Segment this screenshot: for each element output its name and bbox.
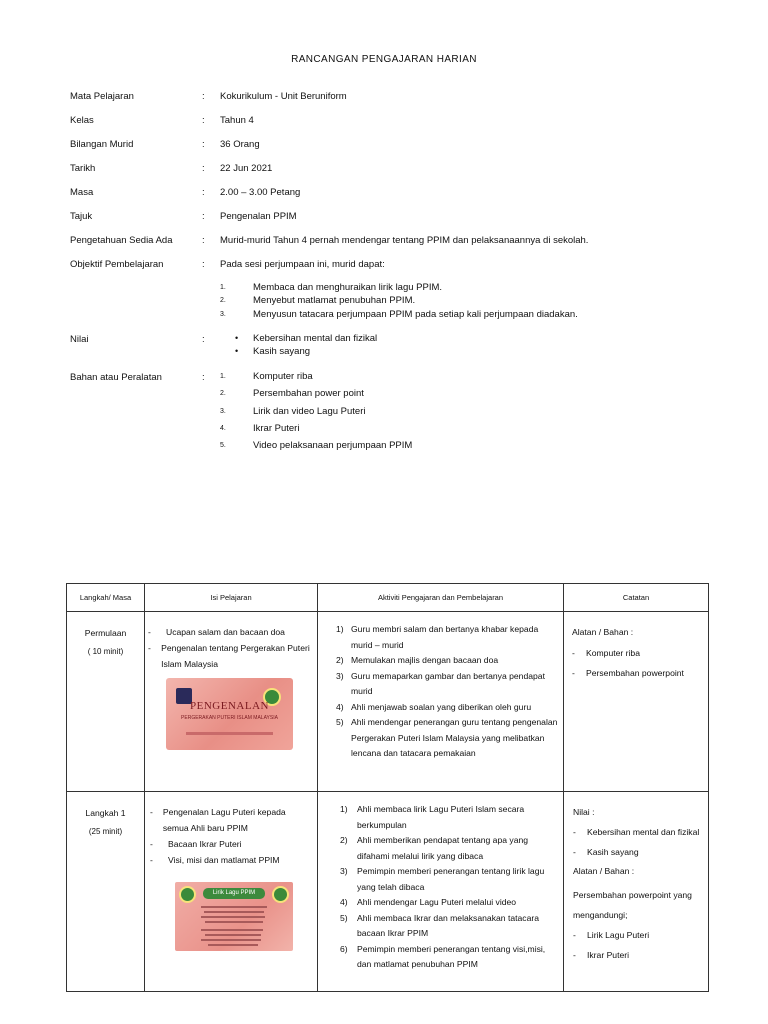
info-colon: :	[202, 235, 205, 246]
list-item	[148, 624, 313, 640]
lyric-line	[205, 934, 261, 936]
list-item	[340, 895, 559, 911]
list-item	[148, 640, 313, 672]
info-colon: :	[202, 163, 205, 174]
activity-list	[318, 612, 563, 762]
slide-title: PENGENALAN	[190, 700, 269, 712]
column-header: Isi Pelajaran	[145, 584, 318, 612]
info-value: Pengenalan PPIM	[220, 211, 297, 222]
list-text: Video pelaksanaan perjumpaan PPIM	[253, 440, 413, 452]
info-row-values	[70, 334, 710, 350]
lyric-line	[201, 939, 261, 941]
list-text: Menyusun tatacara perjumpaan PPIM pada setiap kali perjumpaan diadakan.	[253, 308, 578, 320]
info-colon: :	[202, 372, 205, 383]
list-item	[220, 371, 412, 388]
list-item	[220, 333, 377, 346]
list-text: Kebersihan mental dan fizikal	[587, 827, 700, 837]
list-number: 1)	[340, 804, 348, 814]
list-number: 3.	[220, 310, 226, 318]
notes-title: Alatan / Bahan :	[572, 627, 634, 637]
slide-subtitle: PERGERAKAN PUTERI ISLAM MALAYSIA	[181, 715, 278, 721]
info-row-time	[70, 187, 710, 203]
info-label: Bahan atau Peralatan	[70, 372, 162, 383]
dash: -	[148, 627, 151, 637]
list-number: 2)	[340, 835, 348, 845]
slide-title: Lirik Lagu PPIM	[203, 888, 265, 899]
info-colon: :	[202, 115, 205, 126]
list-number: 1)	[336, 624, 344, 634]
table-header-row	[67, 584, 709, 612]
lyrics-slide-image	[175, 882, 293, 951]
table-row	[67, 792, 709, 992]
objectives-list	[220, 282, 578, 322]
list-item	[340, 802, 559, 833]
document-title: RANCANGAN PENGAJARAN HARIAN	[291, 54, 477, 65]
list-text: Membaca dan menghuraikan lirik lagu PPIM.	[253, 282, 443, 293]
list-item	[220, 282, 578, 295]
list-text: Ikrar Puteri	[253, 422, 300, 434]
list-item	[573, 927, 704, 943]
list-item	[220, 295, 578, 308]
list-item	[336, 669, 559, 700]
activity-cell	[318, 612, 564, 792]
notes-text: Persembahan powerpoint yang mengandungi;	[573, 890, 692, 920]
slide-footer-line	[186, 732, 273, 735]
list-text: Ahli mendengar penerangan guru tentang pengenalan Pergerakan Puteri Islam Malaysia yang melibatkan lencana dan tatacara pemakaian	[351, 717, 558, 758]
dash: -	[150, 839, 153, 849]
ppim-logo-icon	[272, 886, 289, 903]
list-number: 2.	[220, 390, 226, 398]
step-time: (25 minit)	[88, 827, 123, 836]
list-item	[340, 864, 559, 895]
column-header: Catatan	[564, 584, 709, 612]
list-item	[220, 309, 578, 322]
info-label: Pengetahuan Sedia Ada	[70, 235, 173, 246]
ppim-intro-slide-image	[166, 678, 293, 750]
list-item	[340, 911, 559, 942]
list-text: Lirik Lagu Puteri	[587, 930, 650, 940]
notes	[564, 612, 708, 682]
activity-cell	[318, 792, 564, 992]
list-item	[340, 833, 559, 864]
list-item	[220, 423, 412, 440]
list-number: 4.	[220, 424, 226, 432]
lyric-line	[201, 906, 267, 908]
list-item	[220, 440, 412, 457]
info-label: Objektif Pembelajaran	[70, 259, 164, 270]
info-colon: :	[202, 211, 205, 222]
list-item	[572, 645, 704, 662]
info-value: 2.00 – 3.00 Petang	[220, 187, 301, 198]
list-item	[572, 665, 704, 682]
notes-cell	[564, 792, 709, 992]
dash: -	[572, 668, 575, 678]
list-text: Visi, misi dan matlamat PPIM	[168, 855, 280, 865]
lesson-table	[66, 583, 709, 992]
content-list	[145, 792, 317, 868]
list-text: Komputer riba	[253, 371, 313, 382]
step-cell	[67, 612, 145, 792]
list-text: Lirik dan video Lagu Puteri	[253, 405, 366, 417]
list-text: Pengenalan Lagu Puteri kepada semua Ahli baru PPIM	[162, 807, 286, 833]
list-text: Pengenalan tentang Pergerakan Puteri Islam Malaysia	[161, 643, 310, 669]
activity-list	[318, 792, 563, 973]
info-row-objective	[70, 259, 710, 275]
info-value: Kokurikulum - Unit Beruniform	[220, 91, 347, 102]
dash: -	[573, 930, 576, 940]
materials-list	[220, 371, 412, 457]
list-text: Kasih sayang	[587, 847, 639, 857]
lyric-line	[208, 944, 258, 946]
info-label: Masa	[70, 187, 94, 198]
info-value: Pada sesi perjumpaan ini, murid dapat:	[220, 259, 385, 270]
list-text: Persembahan powerpoint	[586, 668, 684, 678]
info-row-date	[70, 163, 710, 179]
list-item	[150, 836, 313, 852]
info-colon: :	[202, 187, 205, 198]
content-cell	[145, 612, 318, 792]
info-label: Nilai	[70, 334, 89, 345]
list-item	[150, 852, 313, 868]
list-item	[220, 346, 377, 359]
list-text: Persembahan power point	[253, 388, 364, 400]
info-label: Mata Pelajaran	[70, 91, 134, 102]
info-row-topic	[70, 211, 710, 227]
list-item	[573, 947, 704, 963]
list-text: Ahli membaca Ikrar dan melaksanakan tatacara bacaan Ikrar PPIM	[357, 912, 539, 938]
list-text: Ahli membaca lirik Lagu Puteri Islam secara berkumpulan	[357, 804, 525, 830]
lyric-line	[201, 916, 265, 918]
list-item	[220, 406, 412, 423]
info-colon: :	[202, 91, 205, 102]
content-cell	[145, 792, 318, 992]
list-item	[340, 942, 559, 973]
list-text: Ikrar Puteri	[587, 950, 630, 960]
dash: -	[573, 950, 576, 960]
lyric-line	[201, 929, 263, 931]
content-list	[145, 612, 317, 672]
list-text: Bacaan Ikrar Puteri	[168, 839, 242, 849]
info-value: Murid-murid Tahun 4 pernah mendengar tentang PPIM dan pelaksanaannya di sekolah.	[220, 235, 589, 246]
info-row-subject	[70, 91, 710, 107]
list-number: 3.	[220, 407, 226, 415]
table-row	[67, 612, 709, 792]
list-text: Guru memaparkan gambar dan bertanya pendapat murid	[351, 670, 545, 696]
notes-title: Nilai :	[573, 807, 595, 817]
info-label: Kelas	[70, 115, 94, 126]
info-colon: :	[202, 334, 205, 345]
list-text: Ahli memberikan pendapat tentang apa yang difahami melalui lirik yang dibaca	[357, 835, 529, 861]
list-item	[336, 653, 559, 669]
notes	[564, 792, 708, 963]
dash: -	[148, 643, 151, 653]
list-number: 1.	[220, 373, 226, 380]
list-text: Guru membri salam dan bertanya khabar kepada murid – murid	[351, 624, 539, 650]
list-text: Ucapan salam dan bacaan doa	[166, 627, 285, 637]
lyric-line	[204, 911, 264, 913]
info-value: Tahun 4	[220, 115, 254, 126]
dash: -	[150, 807, 153, 817]
info-row-prior-knowledge	[70, 235, 710, 251]
list-item	[336, 622, 559, 653]
lyric-line	[205, 921, 263, 923]
values-list	[220, 333, 377, 360]
step-name: Langkah 1	[85, 808, 126, 818]
step-cell	[67, 792, 145, 992]
list-number: 4)	[340, 897, 348, 907]
list-number: 5.	[220, 442, 226, 450]
info-value: 36 Orang	[220, 139, 260, 150]
step-time: ( 10 minit)	[87, 647, 124, 656]
ppim-logo-icon	[179, 886, 196, 903]
list-text: Pemimpin memberi penerangan tentang visi,misi, dan matlamat penubuhan PPIM	[357, 943, 546, 969]
list-number: 6)	[340, 943, 348, 954]
column-header: Langkah/ Masa	[67, 584, 145, 612]
info-colon: :	[202, 259, 205, 270]
list-item	[150, 804, 313, 836]
list-text: Menyebut matlamat penubuhan PPIM.	[253, 295, 416, 307]
list-text: Ahli menjawab soalan yang diberikan oleh guru	[351, 701, 532, 712]
list-number: 4)	[336, 701, 344, 712]
list-text: Kasih sayang	[253, 346, 311, 358]
list-text: Pemimpin memberi penerangan tentang lirik lagu yang telah dibaca	[357, 866, 545, 892]
list-number: 5)	[336, 717, 344, 727]
info-row-students	[70, 139, 710, 155]
column-header: Aktiviti Pengajaran dan Pembelajaran	[318, 584, 564, 612]
notes-cell	[564, 612, 709, 792]
bullet: •	[235, 333, 239, 343]
info-colon: :	[202, 139, 205, 150]
list-number: 2.	[220, 297, 226, 305]
list-item	[336, 700, 559, 716]
dash: -	[573, 827, 576, 837]
info-label: Bilangan Murid	[70, 139, 134, 150]
info-value: 22 Jun 2021	[220, 163, 273, 174]
info-label: Tarikh	[70, 163, 96, 174]
list-text: Memulakan majlis dengan bacaan doa	[351, 655, 499, 665]
info-label: Tajuk	[70, 211, 93, 222]
list-item	[573, 824, 704, 840]
notes-title: Alatan / Bahan :	[573, 866, 635, 876]
list-number: 3)	[336, 670, 344, 681]
info-row-class	[70, 115, 710, 131]
list-item	[220, 388, 412, 405]
list-number: 2)	[336, 655, 344, 665]
list-item	[573, 844, 704, 860]
list-number: 3)	[340, 866, 348, 876]
bullet: •	[235, 346, 239, 357]
list-number: 5)	[340, 912, 348, 923]
dash: -	[572, 648, 575, 658]
list-text: Kebersihan mental dan fizikal	[253, 333, 378, 344]
dash: -	[150, 855, 153, 865]
list-text: Ahli mendengar Lagu Puteri melalui video	[357, 897, 517, 907]
list-item	[336, 715, 559, 762]
dash: -	[573, 847, 576, 857]
list-text: Komputer riba	[586, 648, 640, 658]
list-number: 1.	[220, 284, 226, 291]
step-name: Permulaan	[84, 628, 127, 638]
